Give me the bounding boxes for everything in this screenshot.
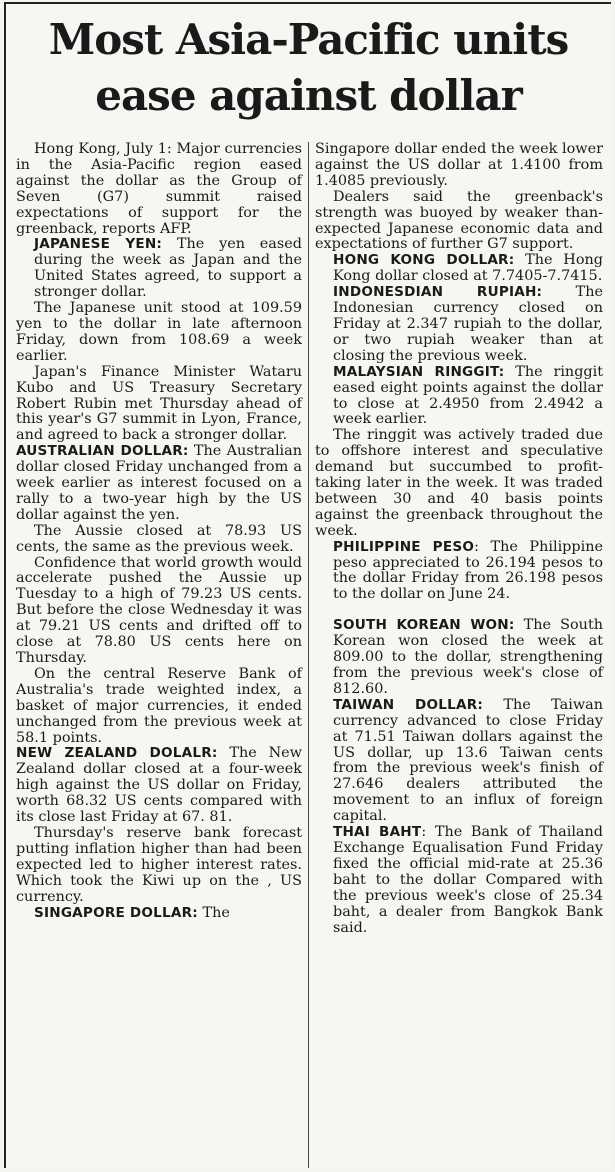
article-body bbox=[6, 142, 611, 1168]
section-hong-kong-dollar: HONG KONG DOLLAR: The Hong Kong dollar closed at 7.7405-7.7415. bbox=[333, 252, 603, 285]
paragraph: Dealers said the greenback's strength was buoyed by weaker than-expected Japanese economic data and expectations of further G7 support. bbox=[315, 188, 603, 253]
section-heading: INDONESDIAN RUPIAH: bbox=[333, 284, 543, 301]
paragraph: Confidence that world growth would accelerate pushed the Aussie up Tuesday to a high of 79.23 US cents. But before the close Wednesday it was at 79.21 US cents and drifted off to close at 78.80 US cents here on Thursday. bbox=[16, 554, 302, 666]
section-heading: AUSTRALIAN DOLLAR: bbox=[16, 443, 189, 460]
section-heading: SINGAPORE DOLLAR: bbox=[34, 904, 198, 921]
section-heading: HONG KONG DOLLAR: bbox=[333, 252, 515, 269]
paragraph: Thursday's reserve bank forecast putting inflation higher than had been expected led to higher interest rates. Which took the Kiwi up on the , US currency. bbox=[16, 824, 302, 905]
paragraph: Singapore dollar ended the week lower against the US dollar at 1.4100 from 1.4085 previously. bbox=[315, 141, 603, 189]
section-heading: SOUTH KOREAN WON: bbox=[333, 617, 515, 634]
section-philippine-peso: PHILIPPINE PESO: The Philippine peso appreciated to 26.194 pesos to the dollar Friday from 26.198 pesos to the dollar on June 24. bbox=[333, 538, 603, 603]
section-japanese-yen: JAPANESE YEN: The yen eased during the week as Japan and the United States agreed, to support a stronger dollar. bbox=[34, 236, 302, 301]
right-column bbox=[309, 142, 611, 1168]
section-singapore-dollar: SINGAPORE DOLLAR: The bbox=[34, 904, 230, 921]
paragraph: Japan's Finance Minister Wataru Kubo and US Treasury Secretary Robert Rubin met Thursday ahead of this year's G7 summit in Lyon, France, and agreed to back a stronger dollar. bbox=[16, 363, 302, 444]
spacer bbox=[315, 603, 603, 618]
section-heading: TAIWAN DOLLAR: bbox=[333, 696, 484, 713]
section-south-korean-won: SOUTH KOREAN WON: The South Korean won closed the week at 809.00 to the dollar, strengthening from the previous week's close of 812.60. bbox=[333, 617, 603, 697]
section-heading: MALAYSIAN RINGGIT: bbox=[333, 363, 505, 380]
section-taiwan-dollar: TAIWAN DOLLAR: The Taiwan currency advanced to close Friday at 71.51 Taiwan dollars against the US dollar, up 13.6 Taiwan cents from the previous week's finish of 27.646 dealers attributed the movement to an influx of foreign capital. bbox=[333, 696, 603, 825]
section-heading: JAPANESE YEN: bbox=[34, 236, 163, 253]
newspaper-clipping bbox=[4, 2, 611, 1168]
left-column bbox=[6, 142, 308, 1168]
paragraph: On the central Reserve Bank of Australia's trade weighted index, a basket of major currencies, it ended unchanged from the previous week at 58.1 points. bbox=[16, 665, 302, 746]
paragraph: The Japanese unit stood at 109.59 yen to the dollar in late afternoon Friday, down from 108.69 a week earlier. bbox=[16, 300, 302, 364]
paragraph: The Aussie closed at 78.93 US cents, the same as the previous week. bbox=[16, 522, 302, 555]
lead-paragraph: Hong Kong, July 1: Major currencies in the Asia-Pacific region eased against the dollar as the Group of Seven (G7) summit raised expectations of support for the greenback, reports AFP. bbox=[16, 141, 302, 237]
section-heading: NEW ZEALAND DOLALR: bbox=[16, 745, 218, 762]
section-thai-baht: THAI BAHT: The Bank of Thailand Exchange Equalisation Fund Friday fixed the official mid-rate at 25.36 baht to the dollar Compared with the previous week's close of 25.34 baht, a dealer from Bangkok Bank said. bbox=[333, 824, 603, 936]
paragraph: The ringgit was actively traded due to offshore interest and speculative demand but succumbed to profit-taking later in the week. It was traded between 30 and 40 basis points against the greenback throughout the week. bbox=[315, 427, 603, 539]
section-australian-dollar: AUSTRALIAN DOLLAR: The Australian dollar closed Friday unchanged from a week earlier as interest focused on a rally to a two-year high by the US dollar against the yen. bbox=[16, 443, 302, 523]
section-heading: PHILIPPINE PESO bbox=[333, 538, 475, 555]
section-malaysian-ringgit: MALAYSIAN RINGGIT: The ringgit eased eight points against the dollar to close at 2.4950 from 2.4942 a week earlier. bbox=[333, 363, 604, 428]
section-heading: THAI BAHT bbox=[333, 824, 422, 841]
headline: Most Asia-Pacific units ease against dollar bbox=[48, 15, 569, 120]
section-new-zealand-dollar: NEW ZEALAND DOLALR: The New Zealand dollar closed at a four-week high against the US dollar on Friday, worth 68.32 US cents compared with its close last Friday at 67. 81. bbox=[16, 745, 302, 826]
section-indonesian-rupiah: INDONESDIAN RUPIAH: The Indonesian currency closed on Friday at 2.347 rupiah to the dollar, or two rupiah weaker than at closing the previous week. bbox=[333, 284, 603, 364]
